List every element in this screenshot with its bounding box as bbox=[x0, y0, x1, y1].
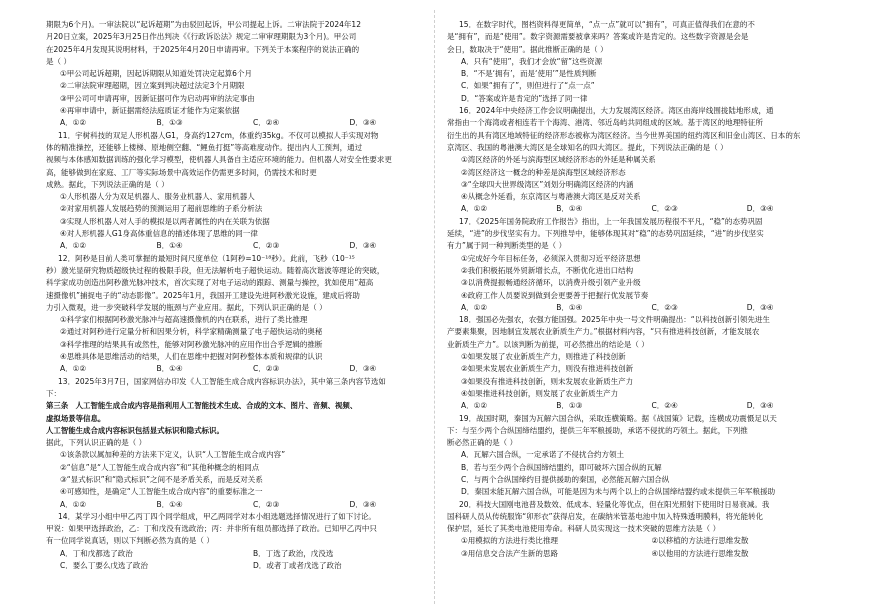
statement-item: ②通过对阿秒进行定量分析和因果分析，科学家精确测量了电子超快运动的奥秘 bbox=[60, 327, 323, 337]
text-line: 下： bbox=[46, 388, 62, 398]
option-d: D．或者丁或者戊选了政治 bbox=[253, 561, 342, 571]
option-c: C．②③ bbox=[651, 204, 678, 214]
statement-item: ①人形机器人分为双足机器人、服务业机器人、家用机器人 bbox=[60, 192, 255, 202]
option-c: C．②③ bbox=[253, 241, 280, 251]
question-17 bbox=[447, 216, 842, 314]
option-d: D．③④ bbox=[349, 364, 377, 374]
option-b: B．“不是‘拥有’，而是‘使用’”是性质判断 bbox=[461, 69, 597, 79]
statement-item: ①用模拟的方法进行类比推理 bbox=[461, 536, 558, 546]
text-line: 月20日立案，2025年3月25日作出判决《《行政诉讼法》规定二审审理期限为3个月)。甲公司 bbox=[46, 32, 357, 42]
text-line: 是“拥有”，而是“使用”。数字资源需要被拿来吗？答案或许是肯定的。这些数字资源是会是 bbox=[447, 32, 749, 42]
statement-items bbox=[447, 548, 842, 560]
option-b: B．①④ bbox=[556, 204, 583, 214]
text-line: 体的精准操控，还能够上楼梯、原地侧空翻、“鲤鱼打挺”等高难度动作。提出内人工预判，通过 bbox=[46, 142, 363, 152]
statement-item: ③如果没有推进科技创新，则未发展农业新质生产力 bbox=[461, 376, 634, 386]
answer-options bbox=[46, 560, 446, 572]
question-18 bbox=[447, 314, 842, 412]
option-b: B．①③ bbox=[156, 118, 183, 128]
text-line: 18．强国必先强农，农强方能国强。2025年中央一号文件明确提出：“以科技创新引领先进生 bbox=[459, 315, 770, 325]
question-19 bbox=[447, 413, 842, 499]
text-line: 有一位同学说真话，则以下判断必然为真的是（ ） bbox=[46, 536, 214, 546]
statement-item: ④如果推进科技创新，则发展了农业新质生产力 bbox=[461, 388, 619, 398]
text-line: 有力”属于同一种判断类型的是（ ） bbox=[447, 241, 567, 251]
option-c: C．②③ bbox=[651, 302, 678, 312]
answer-options bbox=[46, 240, 446, 252]
text-line: 11．宇树科技的双足人形机器人G1，身高约127cm，体重约35kg。不仅可以模拟人手实现对物 bbox=[58, 130, 379, 140]
option-b: B．①④ bbox=[156, 499, 183, 509]
option-d: D．③④ bbox=[349, 241, 377, 251]
option-c: C．②③ bbox=[253, 499, 280, 509]
text-line: 13．2025年3月7日，国家网信办印发《人工智能生成合成内容标识办法》，其中第三条内容节选如 bbox=[58, 376, 386, 386]
option-d: D．③④ bbox=[349, 118, 377, 128]
option-a: A．只有“使用”，我们才会放“留”这些资源 bbox=[461, 56, 603, 66]
answer-options bbox=[46, 499, 446, 511]
option-a: A．①② bbox=[461, 401, 488, 411]
option-b: B．①③ bbox=[556, 401, 583, 411]
statement-items bbox=[447, 535, 842, 547]
statement-item: ④以他用的方法进行思维发散 bbox=[651, 548, 749, 558]
statement-item: ①完成好今年目标任务，必须深入贯彻习近平经济思想 bbox=[461, 253, 641, 263]
statement-item: ②对家用机器人发展趋势的预测运用了超前思维的子系分析法 bbox=[60, 204, 263, 214]
text-line: 是（ ） bbox=[46, 56, 71, 66]
text-line: 14．某学习小组中甲乙丙丁四个同学组成，甲乙两同学对本小组选题选择情况进行了如下讨论。 bbox=[58, 511, 376, 521]
text-line: 下：与至少两个合纵国缔结盟约，提供三年军粮援助，承诺不侵扰的巧领土。据此，下列推 bbox=[447, 425, 748, 435]
text-line: 16．2024年中央经济工作会议明确提出，大力发展湾区经济。湾区由海岸线围拢陆地形成，通 bbox=[459, 106, 774, 116]
right-column bbox=[447, 19, 842, 560]
statement-item: ③甲公司可申请再审，因新证据可作为启动再审的法定事由 bbox=[60, 93, 255, 103]
text-line: 保护层，延长了其类电池使用寿命。科研人员实现这一技术突破的思维方法是（ ） bbox=[447, 524, 721, 534]
answer-options bbox=[46, 548, 446, 560]
text-line: 期限为6个月)。一审法院以“起诉超期”为由驳回起诉，甲公司提起上诉。二审法院于2024年12 bbox=[46, 20, 362, 29]
text-line: 12．阿秒是目前人类可掌握的最短时间尺度单位（1阿秒=10⁻¹⁸秒）。此前，飞秒（10⁻¹⁵ bbox=[58, 253, 355, 263]
option-b: B．①④ bbox=[156, 241, 183, 251]
question-10-tail bbox=[46, 19, 446, 130]
text-line: 衍生出的具有湾区地域特征的经济形态被称为湾区经济。当今世界美国的纽约湾区和旧金山湾区、日本的东 bbox=[447, 130, 801, 140]
option-b: B．若与至少两个合纵国缔结盟约，即可破坏六国合纵的瓦解 bbox=[461, 462, 662, 472]
text-line: 高，能够做到在家庭、工厂等实际场景中高效运作仍需更多时间，仍需技术和时更 bbox=[46, 167, 317, 177]
question-20 bbox=[447, 499, 842, 560]
answer-options bbox=[447, 302, 842, 314]
left-column bbox=[46, 19, 446, 572]
statement-item: ④从概念外延看，东京湾区与粤港澳大湾区是反对关系 bbox=[461, 192, 641, 202]
statement-item: ③以消费提振畅通经济循环，以消费升级引领产业升级 bbox=[461, 278, 641, 288]
option-a: A．①② bbox=[60, 364, 87, 374]
option-a: A．①② bbox=[461, 204, 488, 214]
option-d: D．秦国未能瓦解六国合纵，可能是因为未与两个以上的合纵国缔结盟约或未提供三年军粮援助 bbox=[461, 487, 776, 497]
statement-item: ①湾区经济的外延与滨海型区域经济形态的外延是种属关系 bbox=[461, 155, 656, 165]
statement-item: ③“显式标识”和“隐式标识”之间不是矛盾关系，而是反对关系 bbox=[60, 474, 263, 484]
statement-item: ②二审法院审理超期，因立案到判决超过法定3个月期限 bbox=[60, 81, 245, 91]
option-c: C．②④ bbox=[651, 401, 678, 411]
text-line: 速摄像机”捕捉电子的“动态影像”。2025年1月，我国开工建设先进阿秒激光设施，建成后将助 bbox=[46, 290, 360, 300]
option-a: A．丁和戊都选了政治 bbox=[60, 548, 133, 558]
text-line: 成熟。据此，下列说法正确的是（ ） bbox=[46, 179, 169, 189]
text-line: 17．《2025年国务院政府工作报告》指出，上一年我国发展历程很不平凡，“稳”的态势巩固 bbox=[459, 216, 763, 226]
statement-item: ②湾区经济这一概念的种差是滨海型区域经济形态 bbox=[461, 167, 626, 177]
option-c: C．如果“拥有了”，则但进行了“点一点” bbox=[461, 81, 595, 91]
text-line: 在2025年4月发现其说明材料，于2025年4月20日申请再审。下列关于本案程序的说法正确的 bbox=[46, 44, 360, 54]
option-d: D．“答案或许是肯定的”选择了同一律 bbox=[461, 93, 588, 103]
question-13 bbox=[46, 376, 446, 511]
statement-item: ④再审申请中，新证据需经法庭质证才能作为定案依据 bbox=[60, 106, 240, 116]
option-c: C．②④ bbox=[253, 118, 280, 128]
statement-item: ④政府工作人员要说到做到会更要善于把握行优发展节奏 bbox=[461, 290, 649, 300]
option-d: D．③④ bbox=[746, 401, 774, 411]
option-b: B．①④ bbox=[156, 364, 183, 374]
answer-options bbox=[447, 203, 842, 215]
statement-item: ①科学家们根据阿秒激光脉冲与超高速摄像机的内在联系，进行了类比推理 bbox=[60, 315, 308, 325]
text-line: 会日，数取决于“使用”。据此推断正确的是（ ） bbox=[447, 44, 608, 54]
text-line: 业新质生产力”。以该判断为前提，可必然推出的结论是（ ） bbox=[447, 339, 649, 349]
question-12 bbox=[46, 253, 446, 376]
statement-item: ①如果发展了农业新质生产力，则推进了科技创新 bbox=[461, 352, 626, 362]
statement-item: ③实现人形机器人对人手的模拟是以两者属性的内在关联为依据 bbox=[60, 216, 270, 226]
question-15 bbox=[447, 19, 842, 105]
option-b: B．丁选了政治，戊没选 bbox=[253, 548, 334, 558]
text-line: 秒）激光显研究物质超级快过程的极限手段，但无法解析电子超快运动。随着高次谐波等理论的突破， bbox=[46, 265, 385, 275]
option-a: A．①② bbox=[60, 499, 87, 509]
answer-options bbox=[447, 400, 842, 412]
statement-item: ②如果未发展农业新质生产力，则没有推进科技创新 bbox=[461, 364, 634, 374]
question-14 bbox=[46, 511, 446, 572]
text-line: 19．战国时期，秦国为瓦解六国合纵，采取连横策略。据《战国策》记载，连横成功震慑足以天 bbox=[459, 413, 777, 423]
text-line: 京湾区、我国的粤港澳大湾区是全球知名的四大湾区。提此，下列说法正确的是（ ） bbox=[447, 142, 728, 152]
statement-item: ④思维具体是思维活动的结果，人们在思维中把握对阿秒整体本质和规律的认识 bbox=[60, 352, 323, 362]
option-c: C．与两个合纵国缔约目提供援助的秦国，必然能瓦解六国合纵 bbox=[461, 474, 670, 484]
statement-item: ①甲公司起诉超期，因起诉期限从知道处罚决定起算6个月 bbox=[60, 69, 253, 79]
text-line: 甲说：如果甲选择政治，乙：丁和戊没有选政治；丙：并非所有组员都选择了政治。已知甲乙丙中只 bbox=[46, 524, 377, 534]
statement-item: ③用信息交合法产生新的思路 bbox=[461, 548, 558, 558]
text-line: 15．在数字时代，图档资料得更简单，“点一点”就可以“拥有”，可真正值得我们在意的不 bbox=[459, 20, 755, 29]
statement-item: ②“信息”是“人工智能生成合成内容”和“其他种概念的相同点 bbox=[60, 462, 260, 472]
option-d: D．③④ bbox=[349, 499, 377, 509]
option-d: D．③④ bbox=[746, 204, 774, 214]
statement-item: ①该条款以属加种差的方法来下定义，认识“人工智能生成合成内容” bbox=[60, 450, 286, 460]
option-a: A．①② bbox=[461, 302, 488, 312]
statement-item: ④对人形机器人G1身高体重信息的描述体现了思维的同一律 bbox=[60, 229, 258, 239]
statement-item: ②我们积极拓展外贸新增长点，不断优化进出口结构 bbox=[461, 265, 634, 275]
question-11 bbox=[46, 130, 446, 253]
quoted-article: 人工智能生成合成内容标识包括显式标识和隐式标识。 bbox=[46, 425, 224, 435]
option-d: D．③④ bbox=[746, 302, 774, 312]
text-line: 断必然正确的是（ ） bbox=[447, 438, 518, 448]
option-a: A．①② bbox=[60, 118, 87, 128]
statement-item: ③“全球四大世界级湾区”刘划分明确湾区经济的内涵 bbox=[461, 179, 634, 189]
text-line: 力引入微观，进一步突破科学发展的瓶颈与产业应用。据此，下列认识正确的是（ ） bbox=[46, 302, 327, 312]
text-line: 产要素集聚，因地制宜发展农业新质生产力。”根据材料内容，“只有推进科技创新，才能发展农 bbox=[447, 327, 760, 337]
text-line: 延续，“进”的步伐坚实有力。下列推导中，能够体现其对“稳”的态势巩固延续，“进”的步伐坚实 bbox=[447, 229, 764, 239]
quoted-article: 第三条 人工智能生成合成内容是指利用人工智能技术生成、合成的文本、图片、音频、视频、 bbox=[46, 401, 358, 411]
text-line: 据此，下列认识正确的是（ ） bbox=[46, 438, 147, 448]
statement-item: ②以移植的方法进行思维发散 bbox=[651, 536, 749, 546]
text-line: 国科研人员从传统服饰“卯形衣”获得启发，在碳纳米管基电池中加入特殊透明膜料，将光能转化 bbox=[447, 511, 764, 521]
option-a: A．瓦解六国合纵，一定承诺了不侵扰合约方领土 bbox=[461, 450, 625, 460]
option-c: C．要么丁要么戊选了政治 bbox=[60, 561, 148, 571]
option-a: A．①② bbox=[60, 241, 87, 251]
quoted-article: 虚拟场景等信息。 bbox=[46, 413, 106, 423]
text-line: 科学家成功创造出阿秒激光脉冲技术，首次实现了对电子运动的跟踪、测量与操控，犹如使用“超高 bbox=[46, 278, 374, 288]
option-b: B．①④ bbox=[556, 302, 583, 312]
answer-options bbox=[46, 117, 446, 129]
text-line: 常指由一个海湾或者相连若干个海湾、港湾、邻近岛屿共同组成的区域。基于湾区的地理特征所 bbox=[447, 118, 763, 128]
text-line: 视频与本体感知数据训练的强化学习模型，使机器人具备自主适应环境的能力。但机器人对安全性要求更 bbox=[46, 155, 392, 165]
answer-options bbox=[46, 363, 446, 375]
statement-item: ③科学推理的结果具有或然性，能够对阿秒激光脉冲的应用作出合乎逻辑的推断 bbox=[60, 339, 323, 349]
option-c: C．②③ bbox=[253, 364, 280, 374]
question-16 bbox=[447, 105, 842, 216]
statement-item: ④可感知性，是确定“人工智能生成合成内容”的重要标准之一 bbox=[60, 487, 263, 497]
text-line: 20．科技大国刚电池普及数效、低成本、轻量化等优点，但在阳光照射下使用时日易衰减。我 bbox=[459, 499, 770, 509]
